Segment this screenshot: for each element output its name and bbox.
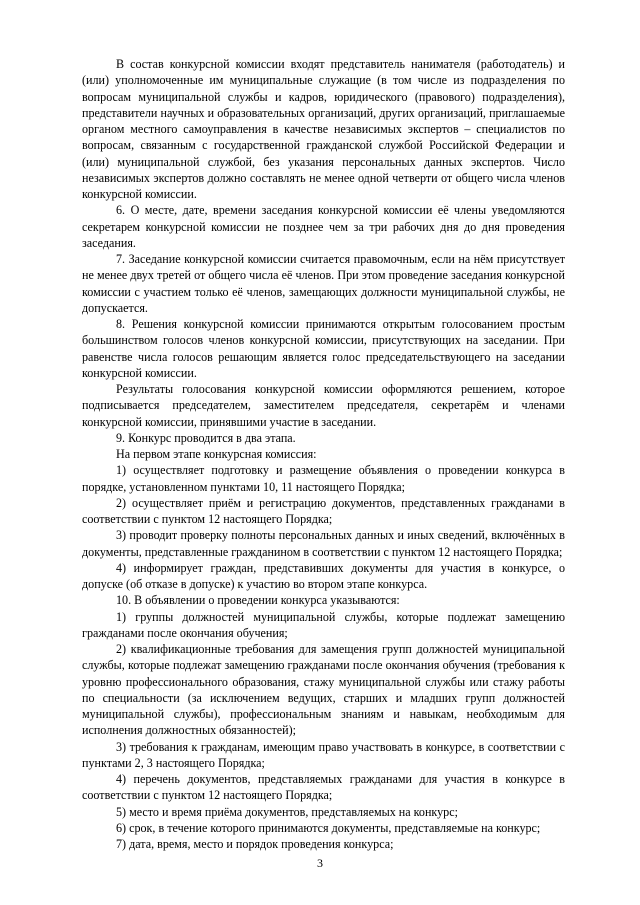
paragraph-commission-composition: В состав конкурсной комиссии входят представитель нанимателя (работодатель) и (или) уполномоченные им муниципальные служащие (в том числе из подразделения по вопросам муниципальной службы и кадров, юридического (правового) подразделения), представители научных и образовательных организаций, других организаций, приглашаемые органом местного самоуправления в качестве независимых экспертов – специалистов по вопросам, связанным с государственной гражданской службой Российской Федерации и (или) муниципальной службой, без указания персональных данных экспертов. Число независимых экспертов должно составлять не менее одной четверти от общего числа членов конкурсной комиссии. [82, 57, 565, 201]
list-item-9-1: 1) осуществляет подготовку и размещение объявления о проведении конкурса в порядке, установленном пунктами 10, 11 настоящего Порядка; [82, 463, 565, 494]
list-item-10-6: 6) срок, в течение которого принимаются документы, представляемые на конкурс; [116, 820, 541, 835]
list-item-9-4: 4) информирует граждан, представивших документы для участия в конкурсе, о допуске (об отказе в допуске) к участию во втором этапе конкурса. [82, 560, 565, 591]
paragraph-first-stage: На первом этапе конкурсная комиссия: [116, 447, 317, 461]
list-item-10-7: 7) дата, время, место и порядок проведения конкурса; [116, 837, 394, 851]
paragraph-item-8: 8. Решения конкурсной комиссии принимаются открытым голосованием простым большинством голосов членов конкурсной комиссии, присутствующих на заседании. При равенстве числа голосов решающим является голос председательствующего на заседании конкурсной комиссии. [82, 317, 565, 380]
document-body [82, 56, 565, 852]
paragraph-item-7: 7. Заседание конкурсной комиссии считается правомочным, если на нём присутствует не менее двух третей от общего числа её членов. При этом проведение заседания конкурсной комиссии с участием только её членов, замещающих должности муниципальной службы, не допускается. [82, 252, 565, 315]
page-number: 3 [317, 856, 323, 870]
list-item-10-1: 1) группы должностей муниципальной службы, которые подлежат замещению гражданами после окончания обучения; [82, 609, 565, 640]
list-item-10-2: 2) квалификационные требования для замещения групп должностей муниципальной службы, которые подлежат замещению гражданами после окончания обучения (требования к уровню профессионального образования, стажу муниципальной службы или стажу работы по специальности (за исключением ведущих, старших и младших групп должностей муниципальной службы), профессиональным знаниям и навыкам, необходимым для исполнения должностных обязанностей); [82, 642, 565, 738]
list-item-9-3: 3) проводит проверку полноты персональных данных и иных сведений, включённых в документы, представленные гражданином в соответствии с пунктом 12 настоящего Порядка; [82, 528, 565, 559]
list-item-9-2: 2) осуществляет приём и регистрацию документов, представленных гражданами в соответствии с пунктом 12 настоящего Порядка; [82, 495, 565, 526]
list-item-10-4: 4) перечень документов, представляемых гражданами для участия в конкурсе в соответствии с пунктом 12 настоящего Порядка; [82, 772, 565, 803]
paragraph-voting-results: Результаты голосования конкурсной комиссии оформляются решением, которое подписывается председателем, заместителем председателя, секретарём и членами конкурсной комиссии, принявшими участие в заседании. [82, 382, 565, 429]
paragraph-item-6: 6. О месте, дате, времени заседания конкурсной комиссии её члены уведомляются секретарем конкурсной комиссии не позднее чем за три рабочих дня до дня проведения заседания. [82, 203, 565, 250]
list-item-10-5: 5) место и время приёма документов, представляемых на конкурс; [116, 804, 458, 819]
paragraph-item-9: 9. Конкурс проводится в два этапа. [116, 430, 296, 445]
paragraph-item-10: 10. В объявлении о проведении конкурса указываются: [116, 593, 400, 608]
list-item-10-3: 3) требования к гражданам, имеющим право участвовать в конкурсе, в соответствии с пунктами 2, 3 настоящего Порядка; [82, 739, 565, 770]
